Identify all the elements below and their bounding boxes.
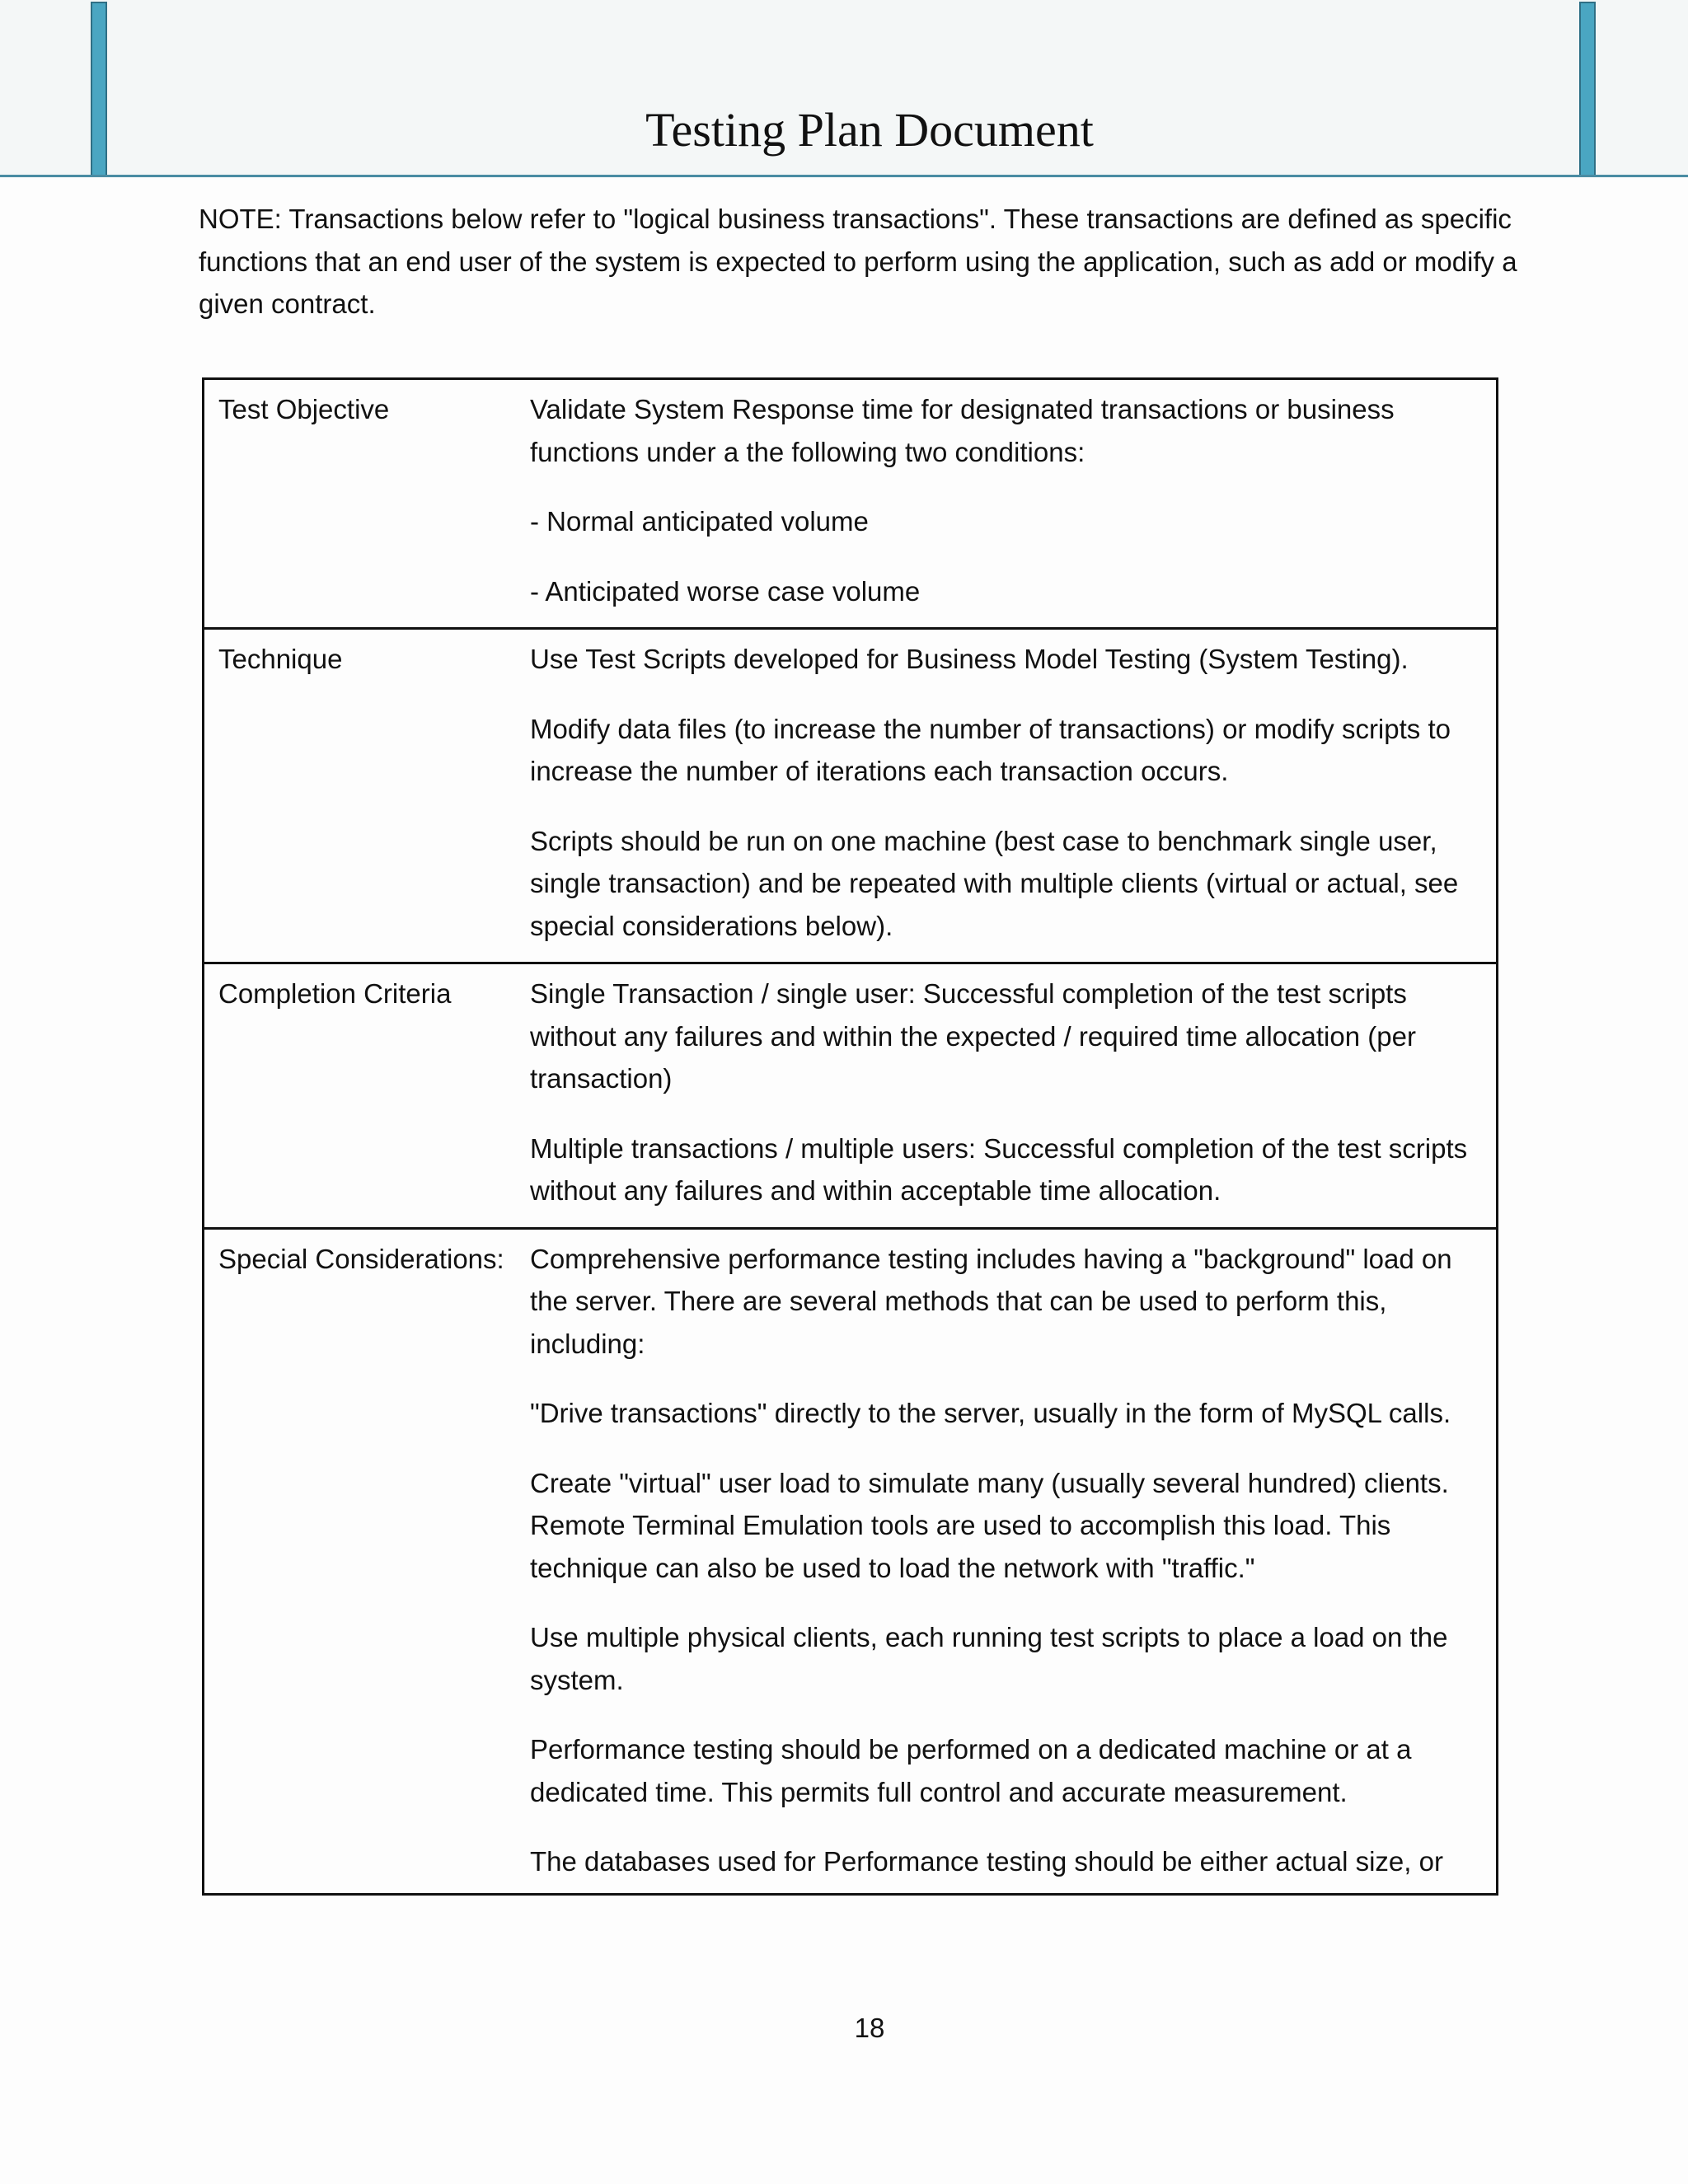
- paragraph: Performance testing should be performed on a dedicated machine or at a dedicated time. This permits full control and accurate measurement.: [530, 1734, 1412, 1807]
- row-label: Technique: [218, 644, 343, 674]
- paragraph: Multiple transactions / multiple users: Successful completion of the test scripts without any failures and within acceptable time allocation.: [530, 1132, 1468, 1206]
- paragraph: Use multiple physical clients, each running test scripts to place a load on the system.: [530, 1622, 1448, 1695]
- row-label: Completion Criteria: [218, 978, 452, 1009]
- paragraph: Scripts should be run on one machine (best case to benchmark single user, single transaction) and be repeated with multiple clients (virtual or actual, see special considerations below).: [530, 825, 1459, 941]
- row-content: [530, 630, 1496, 962]
- paragraph: Comprehensive performance testing includes having a "background" load on the server. There are several methods that can be used to perform this, including:: [530, 1243, 1452, 1359]
- row-label: Test Objective: [218, 394, 390, 424]
- header-rule: [0, 175, 1688, 177]
- paragraph: - Anticipated worse case volume: [530, 575, 921, 607]
- test-plan-table: [202, 377, 1498, 1896]
- intro-note: NOTE: Transactions below refer to "logical business transactions". These transactions are defined as specific functions that an end user of the system is expected to perform using the application, such as add or modify a given contract.: [199, 204, 1517, 319]
- paragraph: Validate System Response time for designated transactions or business functions under a the following two conditions:: [530, 394, 1395, 467]
- paragraph: - Normal anticipated volume: [530, 506, 869, 537]
- paragraph: The databases used for Performance testing should be either actual size, or: [530, 1846, 1443, 1877]
- paragraph: Modify data files (to increase the number of transactions) or modify scripts to increase the number of iterations each transaction occurs.: [530, 713, 1451, 786]
- page-number: 18: [854, 2013, 885, 2043]
- row-content: [530, 1230, 1496, 1893]
- document-title: Testing Plan Document: [645, 103, 1094, 157]
- row-content: [530, 964, 1496, 1227]
- table-row-technique: [204, 627, 1496, 962]
- paragraph: Use Test Scripts developed for Business Model Testing (System Testing).: [530, 644, 1409, 674]
- paragraph: Single Transaction / single user: Successful completion of the test scripts without any failures and within the expected / required time allocation (per transaction): [530, 978, 1416, 1094]
- paragraph: "Drive transactions" directly to the server, usually in the form of MySQL calls.: [530, 1398, 1451, 1428]
- table-row-special-considerations: [204, 1227, 1496, 1893]
- table-row-test-objective: [204, 380, 1496, 627]
- table-row-completion-criteria: [204, 962, 1496, 1227]
- row-label: Special Considerations:: [218, 1243, 504, 1274]
- paragraph: Create "virtual" user load to simulate many (usually several hundred) clients. Remote Terminal Emulation tools are used to accomplish this load. This technique can also be used to load the network with "traffic.": [530, 1467, 1449, 1583]
- row-content: [530, 380, 1496, 627]
